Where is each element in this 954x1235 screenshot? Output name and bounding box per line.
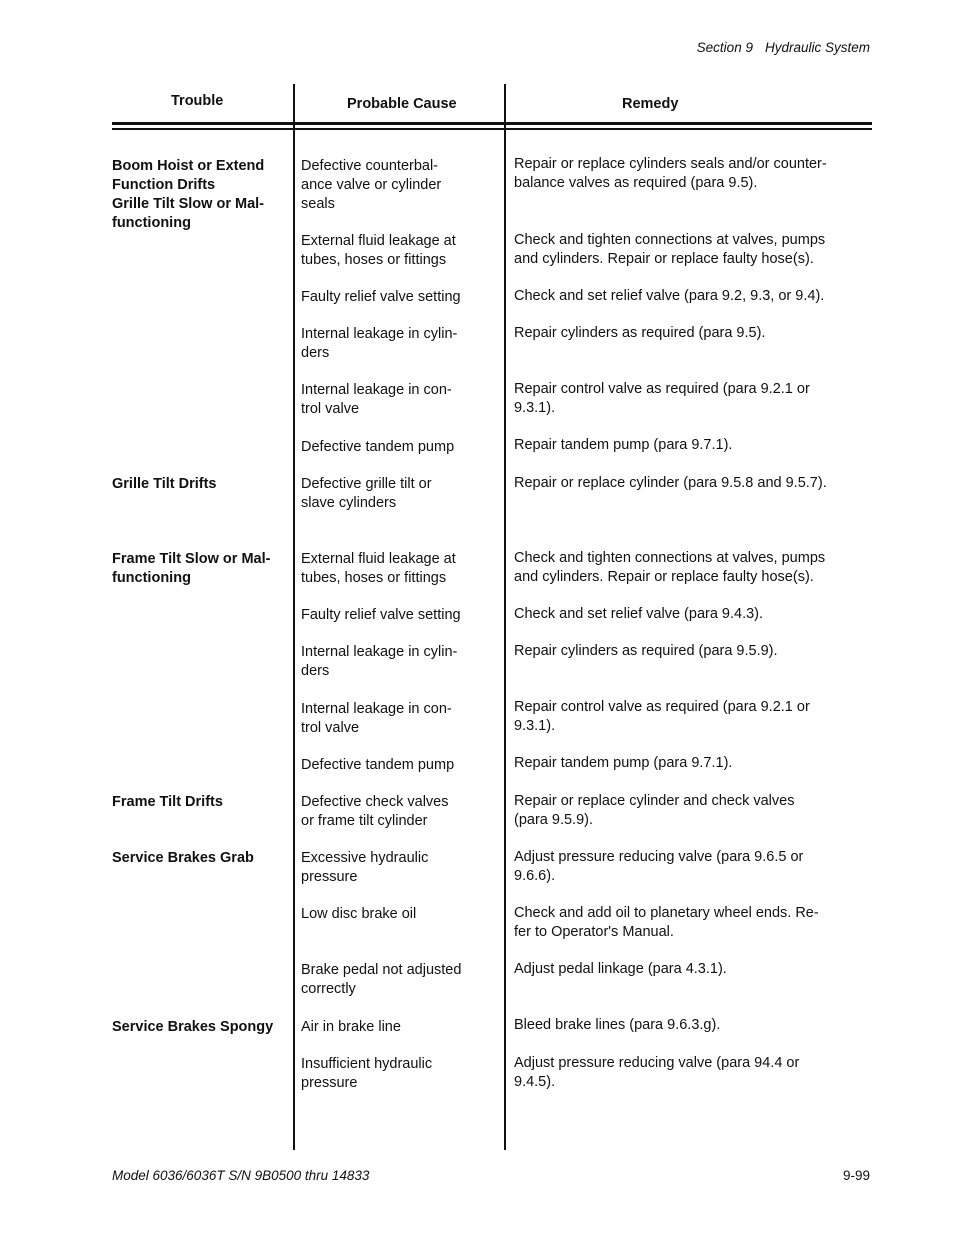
remedy-cell-line: Adjust pressure reducing valve (para 94.4 or xyxy=(514,1055,800,1071)
remedy-cell xyxy=(514,155,866,193)
remedy-cell-line: Check and set relief valve (para 9.2, 9.3, or 9.4). xyxy=(514,288,825,304)
remedy-cell-line: Repair cylinders as required (para 9.5.9). xyxy=(514,643,778,659)
probable-cause-cell xyxy=(301,849,497,887)
remedy-cell xyxy=(514,1016,866,1035)
probable-cause-cell-line: Brake pedal not adjusted xyxy=(301,962,462,978)
column-divider-left xyxy=(293,84,295,1150)
probable-cause-cell xyxy=(301,475,497,513)
probable-cause-cell-line: Internal leakage in cylin- xyxy=(301,326,458,342)
probable-cause-cell-line: slave cylinders xyxy=(301,495,397,511)
probable-cause-cell xyxy=(301,438,497,457)
remedy-cell-line: 9.4.5). xyxy=(514,1074,556,1090)
page-number: 9-99 xyxy=(842,1168,870,1183)
probable-cause-cell xyxy=(301,550,497,588)
probable-cause-cell-line: Defective counterbal- xyxy=(301,158,439,174)
probable-cause-cell-line: Defective check valves xyxy=(301,794,449,810)
trouble-cell xyxy=(112,550,290,588)
column-header-probable-cause: Probable Cause xyxy=(347,96,457,112)
remedy-cell-line: Bleed brake lines (para 9.6.3.g). xyxy=(514,1017,721,1033)
probable-cause-cell xyxy=(301,1018,497,1037)
probable-cause-cell xyxy=(301,381,497,419)
probable-cause-cell-line: External fluid leakage at xyxy=(301,551,456,567)
remedy-cell-line: Repair tandem pump (para 9.7.1). xyxy=(514,437,733,453)
probable-cause-cell xyxy=(301,325,497,363)
remedy-cell xyxy=(514,324,866,343)
footer-model: Model 6036/6036T S/N 9B0500 thru 14833 xyxy=(112,1168,370,1183)
trouble-cell xyxy=(112,157,290,233)
remedy-cell-line: Adjust pressure reducing valve (para 9.6.5 or xyxy=(514,849,804,865)
remedy-cell xyxy=(514,474,866,493)
probable-cause-cell xyxy=(301,606,497,625)
column-header-trouble: Trouble xyxy=(171,93,224,109)
probable-cause-cell-line: pressure xyxy=(301,869,358,885)
probable-cause-cell-line: Excessive hydraulic xyxy=(301,850,429,866)
running-header xyxy=(697,40,870,55)
probable-cause-cell-line: Internal leakage in con- xyxy=(301,701,452,717)
remedy-cell-line: Repair or replace cylinder (para 9.5.8 and 9.5.7). xyxy=(514,475,827,491)
probable-cause-cell-line: External fluid leakage at xyxy=(301,233,456,249)
remedy-cell xyxy=(514,549,866,587)
remedy-cell-line: Repair or replace cylinder and check valves xyxy=(514,793,795,809)
trouble-cell xyxy=(112,475,290,494)
probable-cause-cell-line: Internal leakage in con- xyxy=(301,382,452,398)
probable-cause-cell xyxy=(301,643,497,681)
trouble-cell-line: Boom Hoist or Extend xyxy=(112,158,265,174)
probable-cause-cell-line: Faulty relief valve setting xyxy=(301,607,461,623)
probable-cause-cell-line: or frame tilt cylinder xyxy=(301,813,428,829)
probable-cause-cell xyxy=(301,961,497,999)
trouble-cell-line: Frame Tilt Slow or Mal- xyxy=(112,551,271,567)
probable-cause-cell-line: correctly xyxy=(301,981,356,997)
header-rule-top xyxy=(112,122,872,125)
trouble-cell xyxy=(112,849,290,868)
trouble-cell-line: functioning xyxy=(112,570,191,586)
remedy-cell-line: (para 9.5.9). xyxy=(514,812,593,828)
remedy-cell-line: Check and add oil to planetary wheel ends. Re- xyxy=(514,905,819,921)
remedy-cell xyxy=(514,231,866,269)
probable-cause-cell-line: Air in brake line xyxy=(301,1019,401,1035)
probable-cause-cell-line: trol valve xyxy=(301,720,360,736)
trouble-cell xyxy=(112,1018,290,1037)
remedy-cell-line: Repair or replace cylinders seals and/or counter- xyxy=(514,156,827,172)
remedy-cell-line: 9.6.6). xyxy=(514,868,556,884)
remedy-cell-line: Repair control valve as required (para 9.2.1 or xyxy=(514,381,810,397)
trouble-cell-line: Grille Tilt Slow or Mal- xyxy=(112,196,265,212)
column-header-remedy: Remedy xyxy=(622,96,679,112)
remedy-cell-line: Repair tandem pump (para 9.7.1). xyxy=(514,755,733,771)
column-divider-right xyxy=(504,84,506,1150)
remedy-cell xyxy=(514,698,866,736)
remedy-cell xyxy=(514,287,866,306)
trouble-cell-line: Frame Tilt Drifts xyxy=(112,794,223,810)
remedy-cell xyxy=(514,642,866,661)
probable-cause-cell xyxy=(301,157,497,214)
remedy-cell-line: and cylinders. Repair or replace faulty hose(s). xyxy=(514,569,814,585)
remedy-cell xyxy=(514,904,866,942)
trouble-cell xyxy=(112,793,290,812)
probable-cause-cell-line: Internal leakage in cylin- xyxy=(301,644,458,660)
section-title: Hydraulic System xyxy=(764,40,870,55)
remedy-cell xyxy=(514,380,866,418)
remedy-cell xyxy=(514,792,866,830)
remedy-cell xyxy=(514,605,866,624)
remedy-cell-line: balance valves as required (para 9.5). xyxy=(514,175,758,191)
header-rule-bottom xyxy=(112,128,872,130)
probable-cause-cell-line: ders xyxy=(301,663,330,679)
probable-cause-cell-line: tubes, hoses or fittings xyxy=(301,252,447,268)
remedy-cell xyxy=(514,848,866,886)
probable-cause-cell xyxy=(301,232,497,270)
probable-cause-cell-line: Faulty relief valve setting xyxy=(301,289,461,305)
remedy-cell-line: Check and set relief valve (para 9.4.3). xyxy=(514,606,764,622)
trouble-cell-line: Grille Tilt Drifts xyxy=(112,476,217,492)
trouble-cell-line: Function Drifts xyxy=(112,177,216,193)
remedy-cell-line: fer to Operator's Manual. xyxy=(514,924,674,940)
remedy-cell-line: 9.3.1). xyxy=(514,718,556,734)
probable-cause-cell-line: Insufficient hydraulic xyxy=(301,1056,433,1072)
probable-cause-cell-line: ders xyxy=(301,345,330,361)
probable-cause-cell-line: tubes, hoses or fittings xyxy=(301,570,447,586)
remedy-cell-line: Adjust pedal linkage (para 4.3.1). xyxy=(514,961,727,977)
probable-cause-cell-line: ance valve or cylinder xyxy=(301,177,442,193)
probable-cause-cell-line: Low disc brake oil xyxy=(301,906,417,922)
probable-cause-cell xyxy=(301,700,497,738)
remedy-cell-line: 9.3.1). xyxy=(514,400,556,416)
remedy-cell-line: Repair control valve as required (para 9.2.1 or xyxy=(514,699,810,715)
remedy-cell xyxy=(514,1054,866,1092)
probable-cause-cell xyxy=(301,288,497,307)
probable-cause-cell xyxy=(301,1055,497,1093)
remedy-cell xyxy=(514,436,866,455)
remedy-cell-line: Repair cylinders as required (para 9.5). xyxy=(514,325,766,341)
probable-cause-cell-line: seals xyxy=(301,196,335,212)
probable-cause-cell xyxy=(301,756,497,775)
probable-cause-cell-line: trol valve xyxy=(301,401,360,417)
trouble-cell-line: Service Brakes Grab xyxy=(112,850,254,866)
probable-cause-cell-line: Defective tandem pump xyxy=(301,439,455,455)
trouble-cell-line: Service Brakes Spongy xyxy=(112,1019,274,1035)
probable-cause-cell xyxy=(301,793,497,831)
probable-cause-cell xyxy=(301,905,497,924)
remedy-cell-line: Check and tighten connections at valves, pumps xyxy=(514,550,826,566)
probable-cause-cell-line: pressure xyxy=(301,1075,358,1091)
remedy-cell-line: and cylinders. Repair or replace faulty hose(s). xyxy=(514,251,814,267)
remedy-cell xyxy=(514,754,866,773)
section-label: Section 9 xyxy=(696,40,753,55)
probable-cause-cell-line: Defective grille tilt or xyxy=(301,476,432,492)
remedy-cell-line: Check and tighten connections at valves, pumps xyxy=(514,232,826,248)
remedy-cell xyxy=(514,960,866,979)
trouble-cell-line: functioning xyxy=(112,215,191,231)
probable-cause-cell-line: Defective tandem pump xyxy=(301,757,455,773)
